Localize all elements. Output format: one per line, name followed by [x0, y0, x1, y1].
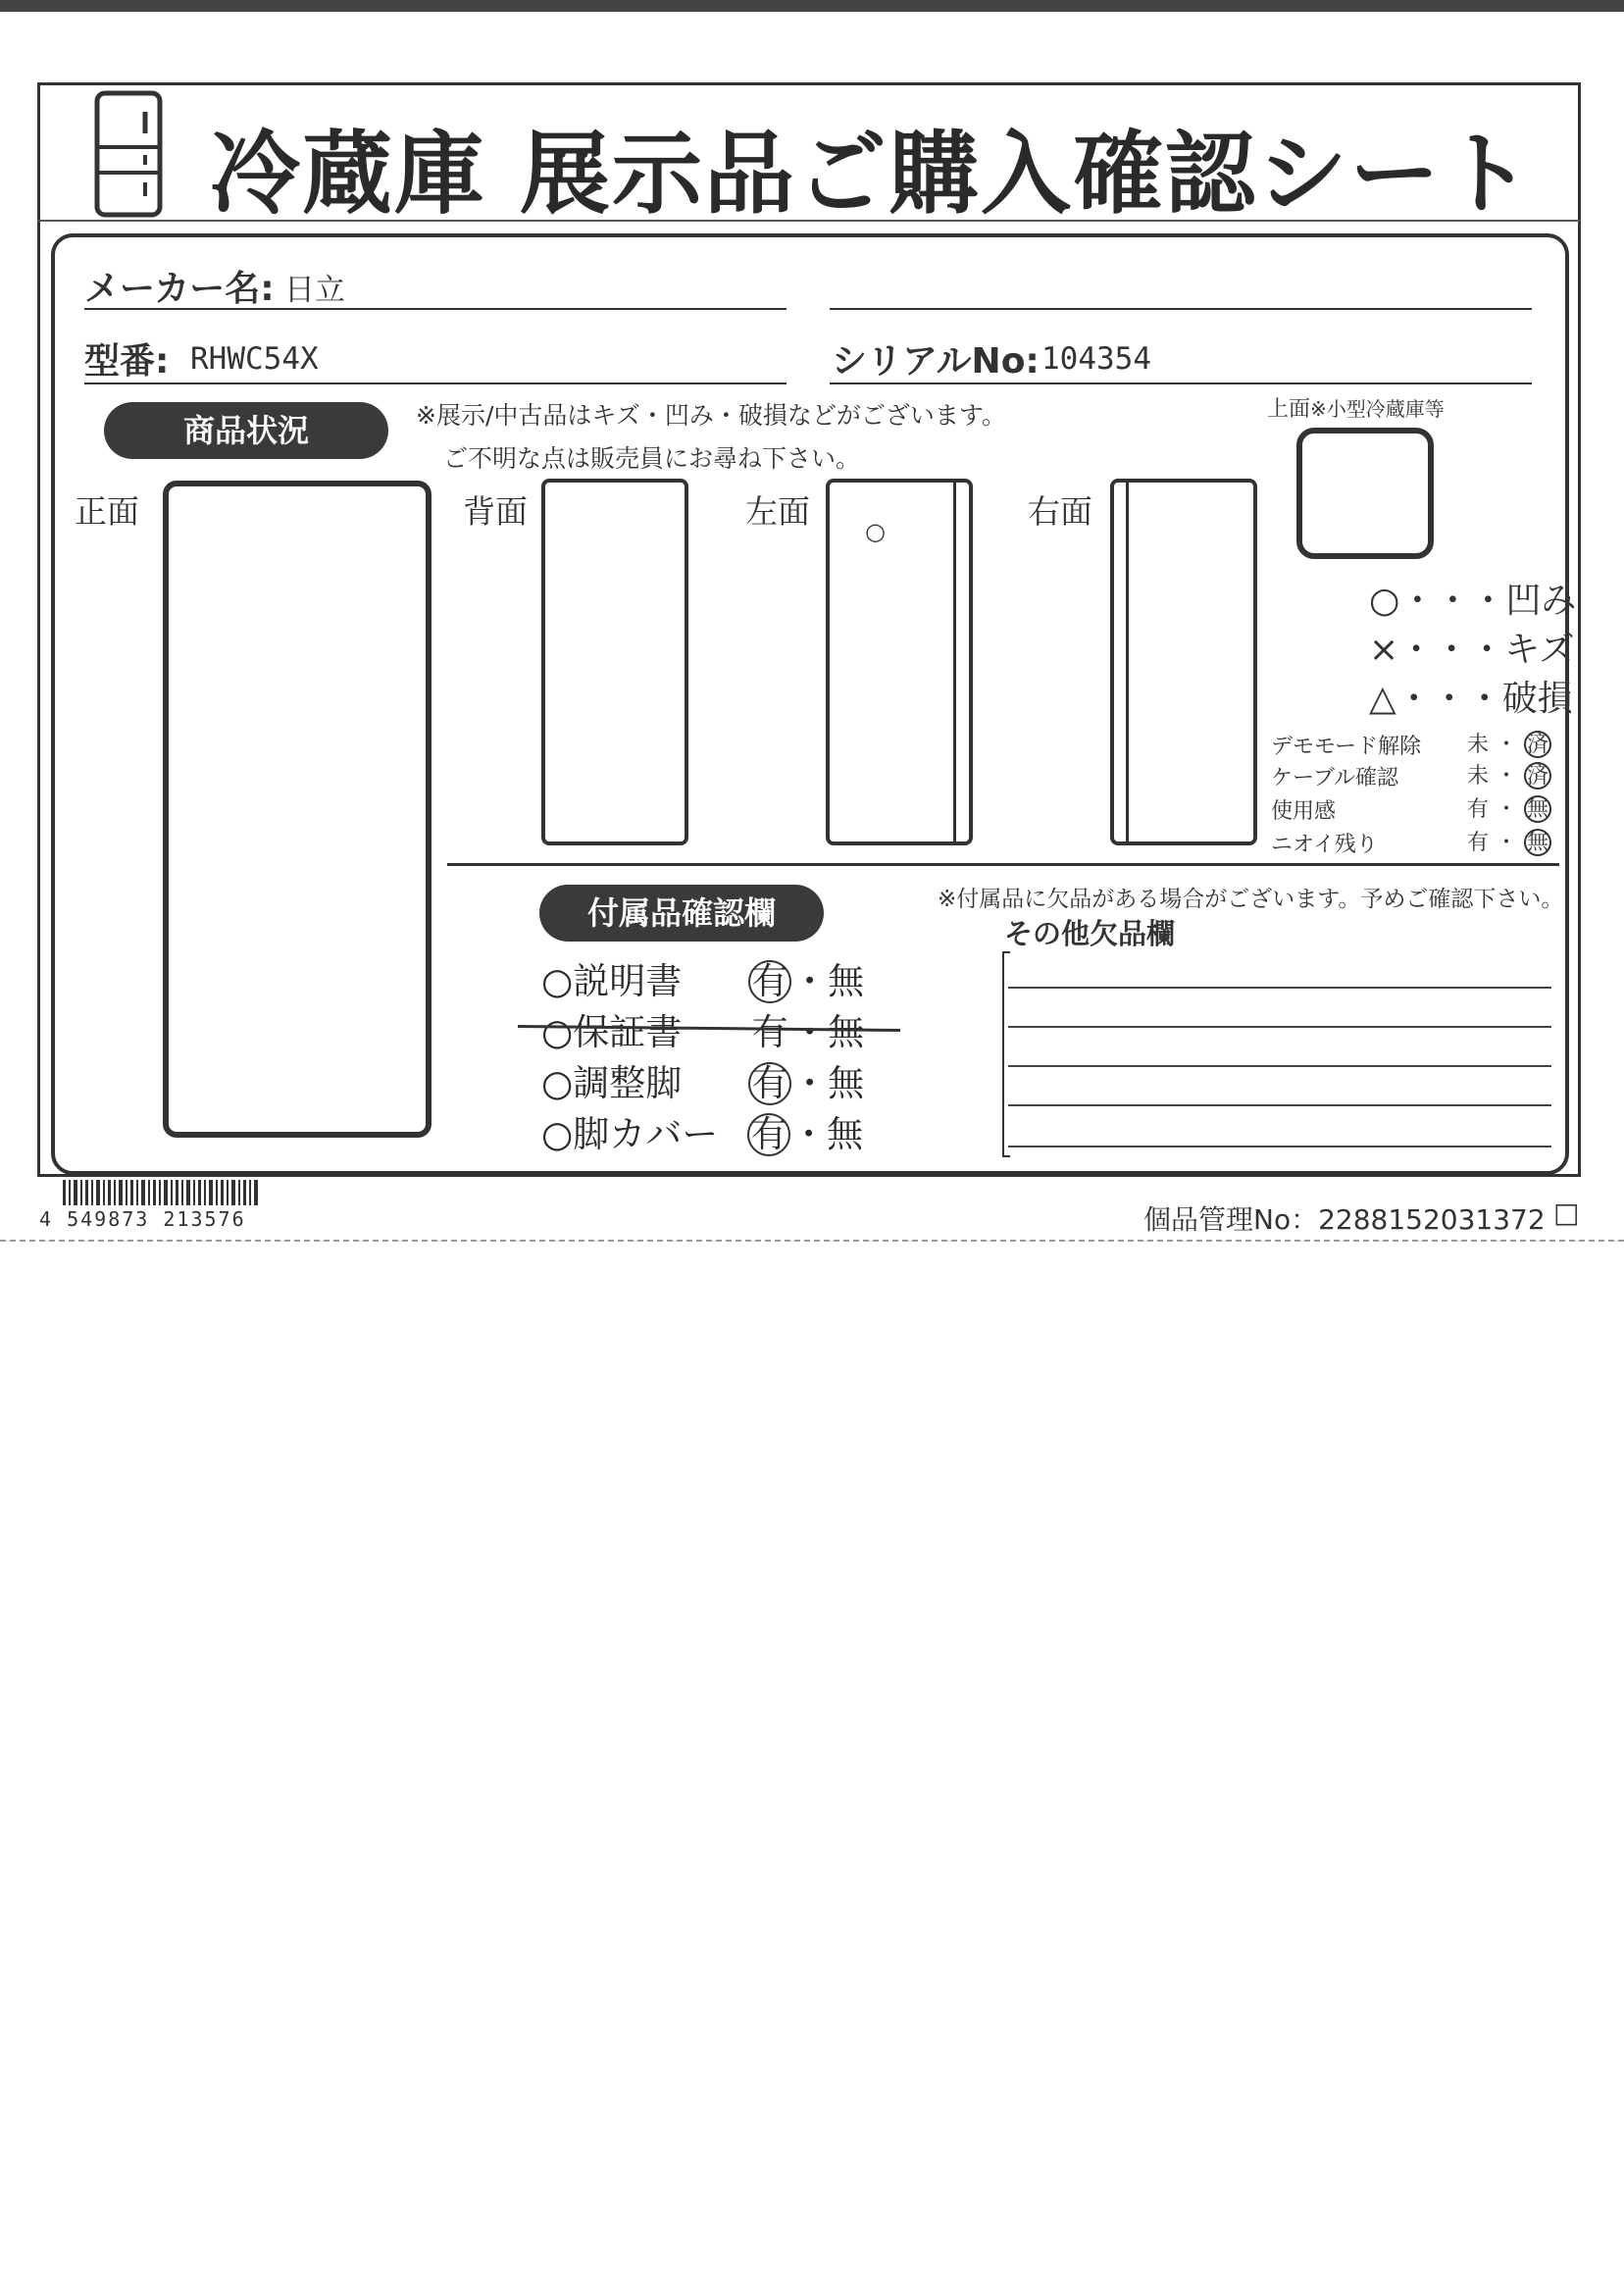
accessories-heading: 付属品確認欄: [539, 885, 824, 942]
model-label: 型番:: [84, 341, 170, 382]
serial-label: シリアルNo:: [832, 341, 1040, 382]
acc-foot-cover: ○脚カバー 有・無: [541, 1113, 864, 1155]
serial-underline: [830, 382, 1532, 384]
maker-label: メーカー名:: [84, 269, 275, 309]
page-fold-line: [0, 1240, 1624, 1242]
top-diagram[interactable]: [1296, 428, 1434, 559]
check-odor-value: 有 ・ 無: [1467, 826, 1551, 856]
acc-feet-label: 調整脚: [573, 1062, 683, 1104]
blank-field-underline: [830, 308, 1532, 310]
scan-top-band: [0, 0, 1624, 12]
front-diagram[interactable]: [163, 481, 431, 1138]
barcode-icon: [63, 1180, 259, 1205]
model-underline: [84, 382, 787, 384]
front-label: 正面: [75, 492, 139, 531]
top-label: 上面: [1267, 397, 1311, 422]
top-note: ※小型冷蔵庫等: [1310, 397, 1445, 421]
left-dent-mark: ○: [865, 518, 886, 545]
acc-feet-no: 無: [828, 1062, 865, 1104]
legend-dent-text: ・・・凹み: [1399, 581, 1577, 621]
missing-line-4[interactable]: [1008, 1104, 1551, 1106]
check-wear-value: 有 ・ 無: [1467, 792, 1551, 823]
legend-damage-text: ・・・破損: [1396, 679, 1573, 719]
maker-value: 日立: [284, 273, 345, 308]
legend-scratch-symbol: ×: [1369, 630, 1399, 670]
check-odor-label: ニオイ残り: [1271, 833, 1378, 857]
missing-line-2[interactable]: [1008, 1026, 1551, 1028]
acc-foot-cover-label: 脚カバー: [573, 1113, 719, 1155]
missing-bracket: [1002, 951, 1010, 1157]
acc-manual-no: 無: [828, 960, 865, 1002]
acc-foot-cover-no: 無: [827, 1113, 864, 1155]
left-diagram[interactable]: [826, 479, 973, 845]
right-label: 右面: [1028, 492, 1092, 531]
page-title: 冷蔵庫 展示品ご購入確認シート: [210, 122, 1535, 227]
legend-scratch: [1369, 622, 1574, 672]
check-demo-label: デモモード解除: [1271, 735, 1422, 759]
right-diagram-door-line: [1126, 483, 1129, 841]
check-wear-circled: 無: [1524, 795, 1551, 823]
left-label: 左面: [745, 492, 810, 531]
footer-checkbox[interactable]: □: [1553, 1197, 1580, 1229]
serial-value: 104354: [1041, 341, 1151, 377]
maker-underline: [84, 308, 787, 310]
back-diagram[interactable]: [541, 479, 688, 845]
legend-scratch-text: ・・・キズ: [1398, 630, 1575, 670]
back-label: 背面: [463, 492, 528, 531]
legend-dent-symbol: ○: [1369, 581, 1400, 621]
acc-foot-cover-yes: 有: [747, 1113, 790, 1156]
missing-line-1[interactable]: [1008, 987, 1551, 989]
left-diagram-door-line: [953, 483, 956, 841]
acc-feet: ○調整脚 有・無: [541, 1062, 865, 1104]
missing-note: ※付属品に欠品がある場合がございます。予めご確認下さい。: [938, 887, 1564, 912]
condition-note-2: ご不明な点は販売員にお尋ね下さい。: [443, 444, 861, 473]
missing-line-5[interactable]: [1008, 1146, 1551, 1147]
model-value: RHWC54X: [190, 341, 319, 377]
acc-manual: ○説明書 有・無: [541, 960, 865, 1002]
check-cable-label: ケーブル確認: [1271, 766, 1399, 790]
check-cable-circled: 済: [1524, 762, 1551, 790]
legend-dent: [1369, 573, 1576, 623]
legend-damage-symbol: △: [1369, 679, 1396, 719]
section-divider: [447, 863, 1559, 866]
legend-damage: [1369, 671, 1573, 721]
check-cable-value: 未 ・ 済: [1467, 759, 1551, 790]
missing-line-3[interactable]: [1008, 1065, 1551, 1067]
top-label-wrap: [1267, 392, 1445, 423]
acc-manual-yes: 有: [748, 960, 791, 1003]
check-demo-value: 未 ・ 済: [1467, 728, 1551, 758]
condition-note-1: ※展示/中古品はキズ・凹み・破損などがございます。: [416, 401, 1006, 430]
acc-warranty: ○保証書 有・無: [541, 1002, 864, 1055]
acc-warranty-yes: 有: [751, 1011, 788, 1053]
check-wear-label: 使用感: [1271, 799, 1337, 824]
acc-feet-yes: 有: [748, 1062, 791, 1105]
check-demo-circled: 済: [1524, 731, 1551, 758]
condition-heading: 商品状況: [104, 402, 388, 459]
refrigerator-icon: [94, 90, 163, 218]
check-odor-circled: 無: [1524, 829, 1551, 856]
barcode-number: 4 549873 213576: [39, 1207, 246, 1231]
acc-warranty-no: 無: [828, 1011, 865, 1053]
item-management-number: 個品管理No：2288152031372: [1143, 1203, 1546, 1236]
right-diagram[interactable]: [1110, 479, 1257, 845]
acc-warranty-label: 保証書: [573, 1011, 683, 1053]
missing-title: その他欠品欄: [1004, 917, 1176, 950]
acc-manual-label: 説明書: [573, 960, 683, 1002]
